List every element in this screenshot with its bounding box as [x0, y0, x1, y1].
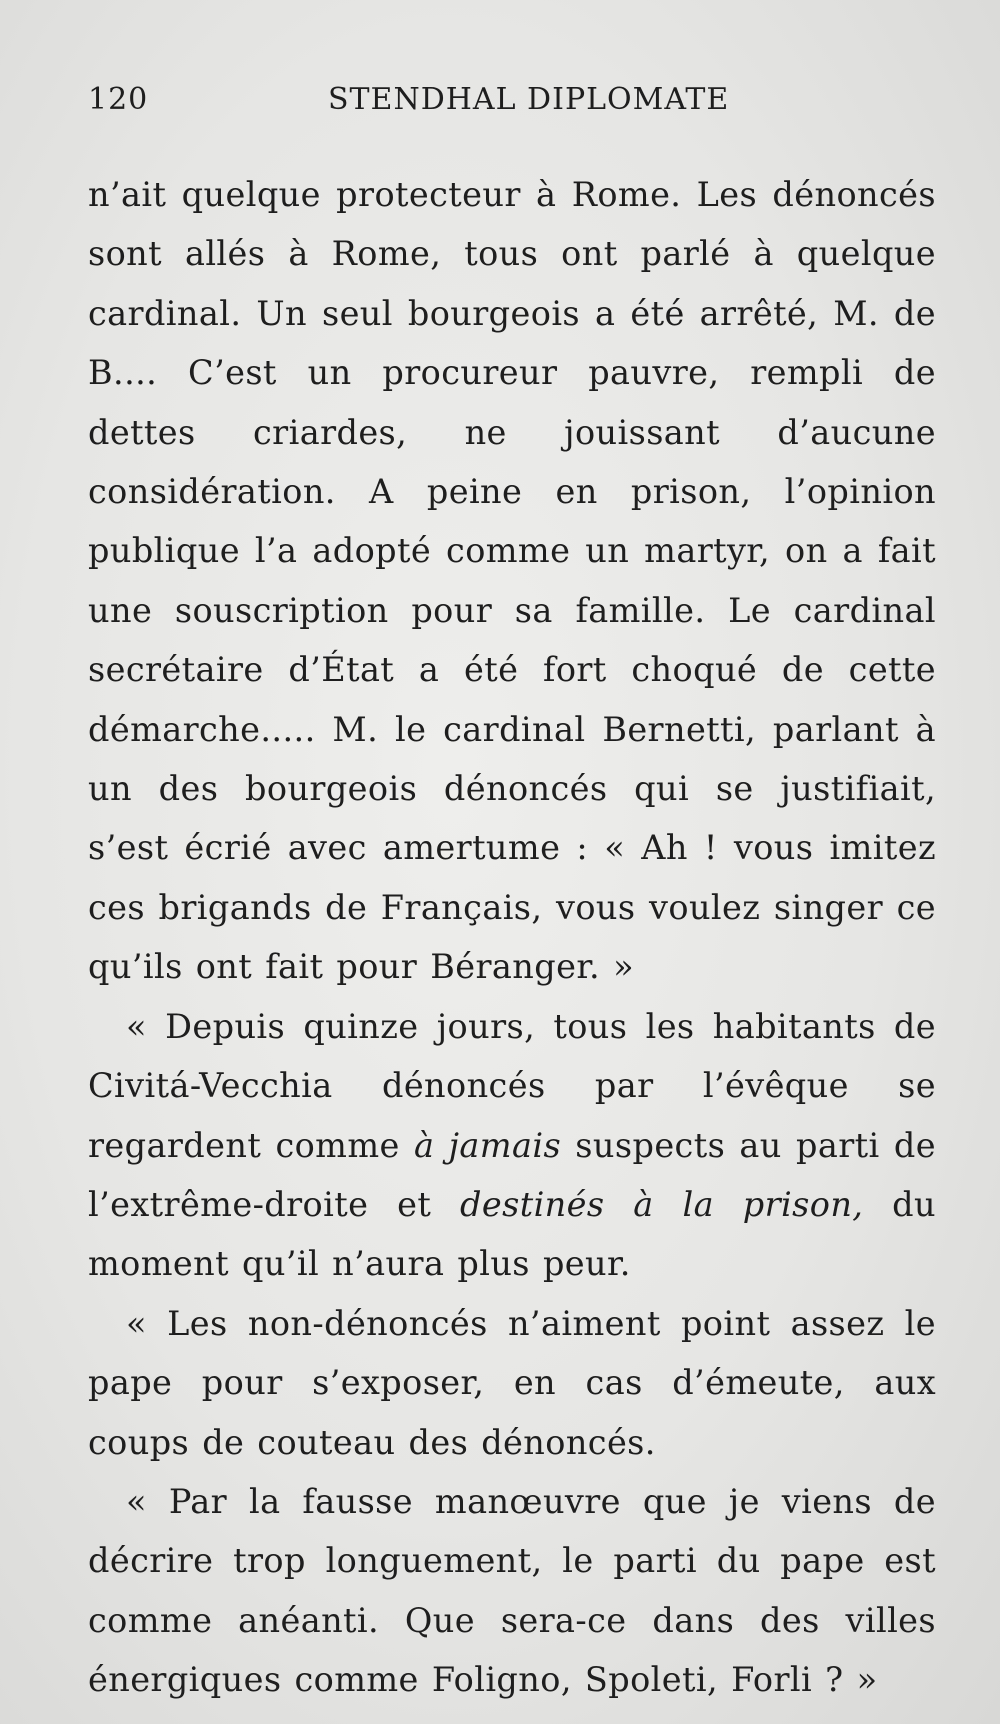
paragraph-1-text: n’ait quelque protecteur à Rome. Les dénoncés sont allés à Rome, tous ont parlé à quelque cardinal. Un seul bourgeois a été arrêté, M. de B.... C’est un procureur pauvre, rempli de dettes criardes, ne jouissant d’aucune considération. A peine en prison, l’opinion publique l’a adopté comme un martyr, on a fait une souscription pour sa famille. Le cardinal secrétaire d’État a été fort choqué de cette démarche..... M. le cardinal Bernetti, parlant à un des bourgeois dénoncés qui se justifiait, s’est écrié avec amertume : « Ah ! vous imitez ces brigands de Français, vous voulez singer ce qu’ils ont fait pour Béranger. » — [88, 175, 936, 987]
paragraph-1 — [88, 165, 936, 997]
paragraph-2 — [88, 997, 936, 1294]
paragraph-2-text-a: « Depuis quinze jours, tous les habitants de Civitá-Vecchia dénoncés par l’évêque se regardent comme — [88, 1006, 936, 1165]
paragraph-3-text: « Les non-dénoncés n’aiment point assez le pape pour s’exposer, en cas d’émeute, aux coups de couteau des dénoncés. — [88, 1303, 936, 1462]
italic-phrase-destines-a-la-prison: destinés à la prison, — [460, 1184, 864, 1224]
paragraph-2-text-c: du moment qu’il n’aura plus peur. — [88, 1184, 936, 1284]
paragraph-4-text: « Par la fausse manœuvre que je viens de décrire trop longuement, le parti du pape est comme anéanti. Que sera-ce dans des villes énergiques comme Foligno, Spoleti, Forli ? » — [88, 1481, 936, 1700]
body-text — [88, 165, 936, 1710]
running-title: STENDHAL DIPLOMATE — [328, 82, 730, 117]
paragraph-4 — [88, 1472, 936, 1710]
page-number: 120 — [88, 82, 149, 117]
italic-phrase-a-jamais: à jamais — [414, 1125, 562, 1165]
paragraph-2-text-b: suspects au parti de l’extrême-droite et — [88, 1125, 936, 1224]
paragraph-3 — [88, 1294, 936, 1472]
page-header — [88, 82, 938, 122]
